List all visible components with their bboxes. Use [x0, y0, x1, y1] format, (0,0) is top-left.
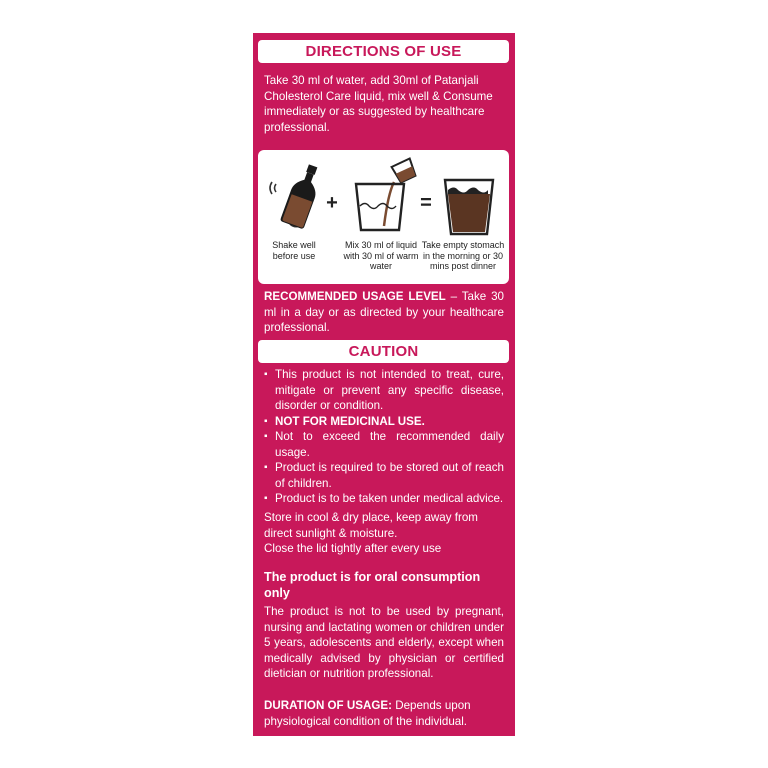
duration-of-usage	[264, 698, 504, 729]
recommended-label: RECOMMENDED USAGE LEVEL	[264, 290, 446, 303]
directions-panel	[253, 33, 515, 736]
caution-item: ▪ This product is not intended to treat, cure, mitigate or prevent any specific disease, disorder or condition.	[264, 367, 504, 414]
duration-label: DURATION OF USAGE:	[264, 699, 392, 712]
oral-consumption-note: The product is for oral consumption only	[264, 570, 481, 600]
filled-glass-icon	[442, 178, 496, 236]
restriction-note: The product is not to be used by pregnant, nursing and lactating women or children under 5 years, adolescents and elderly, except when medically advised by physician or certified dietician or nutrition professional.	[264, 605, 504, 680]
caution-item: ▪ NOT FOR MEDICINAL USE.	[264, 414, 504, 430]
recommended-usage	[264, 289, 504, 336]
plus-symbol: +	[326, 192, 338, 214]
caution-item: ▪ Not to exceed the recommended daily usage.	[264, 429, 504, 460]
directions-text: Take 30 ml of water, add 30ml of Patanjali Cholesterol Care liquid, mix well & Consume immediately or as suggested by healthcare professional.	[264, 74, 493, 134]
pouring-glass-icon	[344, 156, 420, 234]
storage-line: Close the lid tightly after every use	[264, 542, 442, 555]
storage-line: Store in cool & dry place, keep away from direct sunlight & moisture.	[264, 511, 478, 540]
recommended-text: – Take 30 ml in a day or as directed by your healthcare professional.	[264, 290, 504, 334]
caution-item: ▪ Product is to be taken under medical advice.	[264, 491, 504, 507]
duration-text: Depends upon physiological condition of the individual.	[264, 699, 471, 728]
equals-symbol: =	[420, 192, 432, 214]
shaking-bottle-icon	[266, 160, 324, 232]
caution-header: CAUTION	[258, 340, 509, 363]
step-take-caption: Take empty stomach in the morning or 30 mins post dinner	[421, 240, 505, 271]
step-mix-caption: Mix 30 ml of liquid with 30 ml of warm water	[343, 240, 419, 271]
storage-instructions	[264, 510, 504, 557]
usage-illustration	[258, 150, 509, 284]
step-shake-caption: Shake well before use	[272, 240, 316, 261]
caution-item: ▪ Product is required to be stored out of reach of children.	[264, 460, 504, 491]
directions-header: DIRECTIONS OF USE	[258, 40, 509, 63]
caution-list	[264, 367, 504, 507]
